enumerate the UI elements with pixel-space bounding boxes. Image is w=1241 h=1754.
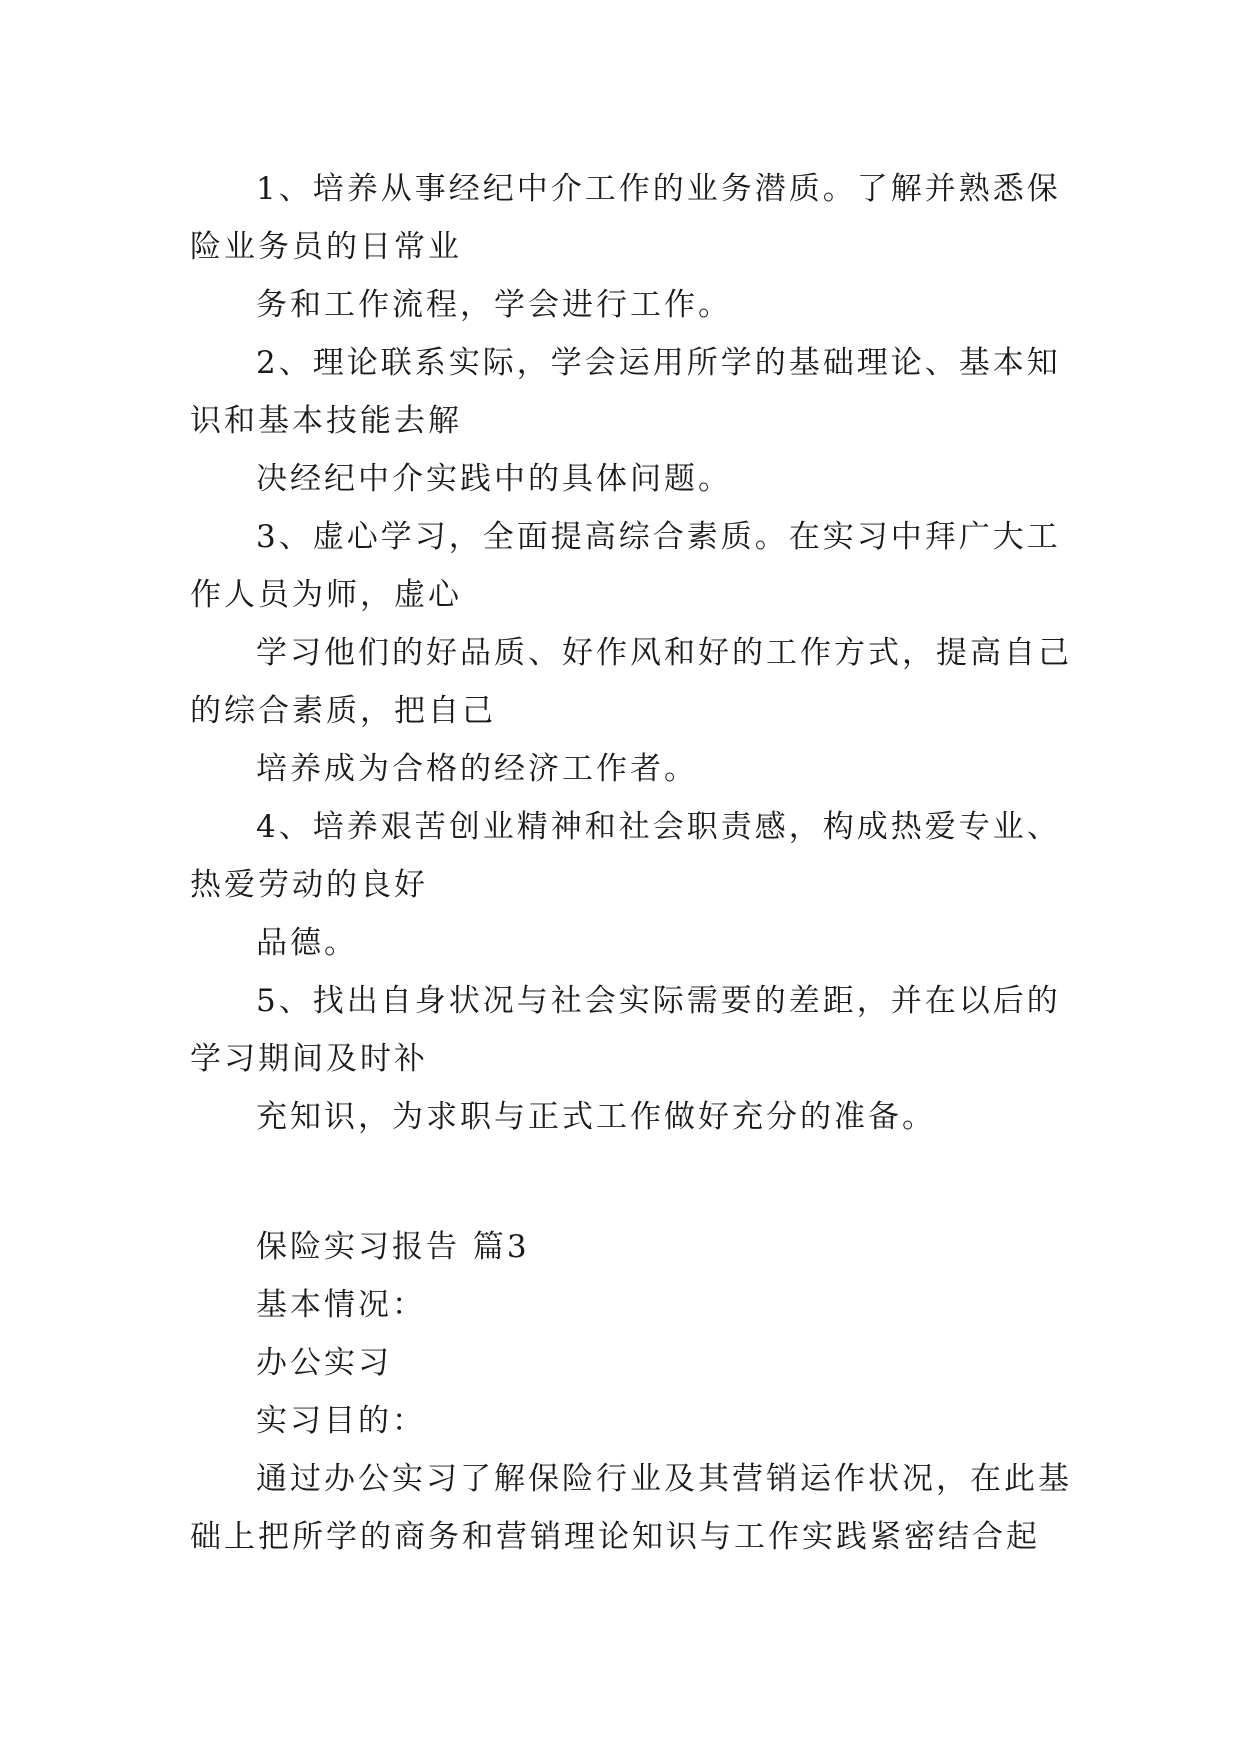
paragraph-line: 决经纪中介实践中的具体问题。 bbox=[256, 461, 732, 497]
paragraph-line: 务和工作流程，学会进行工作。 bbox=[256, 287, 732, 323]
paragraph-line: 5、找出自身状况与社会实际需要的差距，并在以后的 bbox=[256, 983, 1061, 1019]
paragraph-line: 4、培养艰苦创业精神和社会职责感，构成热爱专业、 bbox=[256, 809, 1061, 845]
paragraph-line: 学习期间及时补 bbox=[190, 1041, 428, 1077]
label-line: 基本情况： bbox=[256, 1287, 426, 1323]
paragraph-line: 3、虚心学习，全面提高综合素质。在实习中拜广大工 bbox=[256, 519, 1061, 555]
paragraph-line: 作人员为师，虚心 bbox=[190, 577, 462, 613]
label-line: 实习目的： bbox=[256, 1403, 426, 1439]
section-heading: 保险实习报告 篇3 bbox=[256, 1229, 530, 1265]
paragraph-line: 充知识，为求职与正式工作做好充分的准备。 bbox=[256, 1099, 936, 1135]
paragraph-line: 学习他们的好品质、好作风和好的工作方式，提高自己 bbox=[256, 635, 1072, 671]
paragraph-line: 险业务员的日常业 bbox=[190, 229, 462, 265]
paragraph-line: 通过办公实习了解保险行业及其营销运作状况，在此基 bbox=[256, 1461, 1072, 1497]
value-line: 办公实习 bbox=[256, 1345, 392, 1381]
paragraph-line: 识和基本技能去解 bbox=[190, 403, 462, 439]
paragraph-line: 2、理论联系实际，学会运用所学的基础理论、基本知 bbox=[256, 345, 1061, 381]
paragraph-line: 1、培养从事经纪中介工作的业务潜质。了解并熟悉保 bbox=[256, 171, 1061, 207]
document-body bbox=[190, 160, 1072, 1566]
section-gap bbox=[190, 1146, 1060, 1218]
paragraph-line: 品德。 bbox=[256, 925, 358, 961]
paragraph-line: 热爱劳动的良好 bbox=[190, 867, 428, 903]
paragraph-line: 培养成为合格的经济工作者。 bbox=[256, 751, 698, 787]
paragraph-line: 的综合素质，把自己 bbox=[190, 693, 496, 729]
paragraph-line: 础上把所学的商务和营销理论知识与工作实践紧密结合起 bbox=[190, 1519, 1040, 1555]
